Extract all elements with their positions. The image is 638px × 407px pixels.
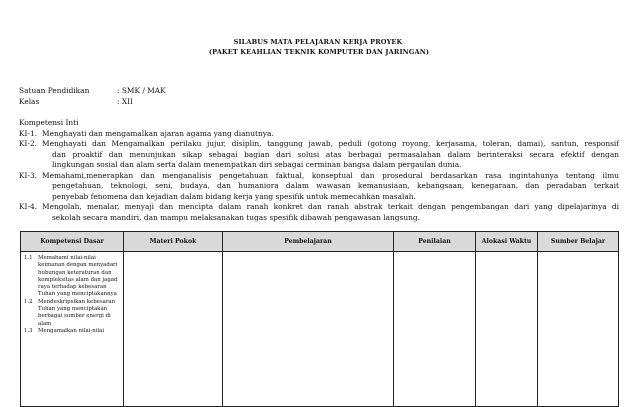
ki-number: KI-2. bbox=[19, 139, 37, 148]
ki-text bbox=[42, 171, 619, 203]
info-row bbox=[19, 86, 166, 97]
cell-sumber-belajar bbox=[538, 252, 619, 407]
kompetensi-inti-heading: Kompetensi Inti bbox=[19, 118, 79, 127]
ki-text bbox=[42, 139, 619, 171]
info-value: : XII bbox=[117, 96, 133, 106]
info-value: : SMK / MAK bbox=[117, 86, 166, 95]
ki-line: Mengolah, menalar, menyaji dan mencipta dalam ranah konkret dan ranah abstrak terkait dengan pengembangan dari yang dipelajarinya di bbox=[42, 202, 619, 211]
kd-item bbox=[23, 299, 121, 328]
info-row bbox=[19, 97, 166, 108]
ki-line: pengetahuan, teknologi, seni, budaya, dan humaniora dalam wawasan kemanusiaan, kebangsaan, kenegaraan, dan peradaban terkait bbox=[52, 181, 619, 190]
kd-number: 1.1 bbox=[24, 255, 33, 261]
ki-text bbox=[42, 202, 619, 223]
ki-line: Memahami,menerapkan dan menganalisis pengetahuan faktual, konseptual dan prosedural berdasarkan rasa ingintahunya tentang ilmu bbox=[42, 170, 619, 180]
info-label: Satuan Pendidikan bbox=[19, 86, 90, 95]
cell-pembelajaran bbox=[223, 252, 394, 407]
header-sumber-belajar: Sumber Belajar bbox=[538, 232, 619, 252]
kompetensi-inti-section bbox=[19, 118, 619, 223]
kd-text: Mengamalkan nilai-nilai bbox=[38, 327, 105, 334]
ki-line: Menghayati dan Mengamalkan perilaku jujur, disiplin, tanggung jawab, peduli (gotong royong, kerjasama, toleran, damai), santun, responsif bbox=[42, 139, 619, 148]
ki-text bbox=[42, 129, 619, 140]
header-kompetensi-dasar: Kompetensi Dasar bbox=[21, 232, 124, 252]
ki-item bbox=[19, 139, 619, 171]
header-alokasi-waktu: Alokasi Waktu bbox=[476, 232, 538, 252]
ki-line: penyebab fenomena dan kejadian dalam bidang kerja yang spesifik untuk memecahkan masalah. bbox=[52, 191, 416, 201]
kd-number: 1.2 bbox=[24, 298, 33, 305]
ki-item bbox=[19, 171, 619, 203]
kd-text: Mendeskripsikan kebesaran Tuhan yang menciptakan berbagai sumber energi di alam bbox=[38, 298, 116, 327]
table-header-row bbox=[21, 232, 619, 252]
header-pembelajaran: Pembelajaran bbox=[223, 232, 394, 252]
info-label: Kelas bbox=[19, 96, 40, 106]
header-penilaian: Penilaian bbox=[394, 232, 476, 252]
document-title bbox=[0, 37, 638, 57]
info-section bbox=[19, 86, 166, 107]
silabus-table bbox=[20, 231, 619, 407]
title-line-2: (PAKET KEAHLIAN TEKNIK KOMPUTER DAN JARINGAN) bbox=[208, 48, 430, 56]
title-line-1: SILABUS MATA PELAJARAN KERJA PROYEK bbox=[233, 38, 403, 46]
kd-number: 1.3 bbox=[24, 327, 33, 334]
cell-kompetensi-dasar bbox=[21, 252, 124, 407]
kd-list bbox=[21, 252, 123, 335]
cell-penilaian bbox=[394, 252, 476, 407]
ki-number: KI-1. bbox=[19, 128, 37, 138]
ki-line: dan proaktif dan menunjukan sikap sebagai bagian dari solusi atas berbagai permasalahan dalam berinteraksi secara efektif dengan bbox=[52, 149, 619, 159]
kd-item bbox=[23, 328, 121, 335]
ki-item bbox=[19, 129, 619, 140]
ki-number: KI-3. bbox=[19, 170, 37, 180]
ki-line: lingkungan sosial dan alam serta dalam menempatkan diri sebagai cerminan bangsa dalam pergaulan dunia. bbox=[52, 160, 462, 169]
ki-line: sekolah secara mandiri, dan mampu melaksanakan tugas spesifik dibawah pengawasan langsung. bbox=[52, 212, 420, 222]
ki-number: KI-4. bbox=[19, 202, 37, 211]
kd-item bbox=[23, 255, 121, 299]
ki-item bbox=[19, 202, 619, 223]
cell-materi-pokok bbox=[124, 252, 223, 407]
ki-line: Menghayati dan mengamalkan ajaran agama yang dianutnya. bbox=[42, 128, 274, 138]
table-row bbox=[21, 252, 619, 407]
header-materi-pokok: Materi Pokok bbox=[124, 232, 223, 252]
kd-text: Memahami nilai-nilai keimanan dengan menyadari hubungan keteraturan dan kompleksitas alam dan jagad raya terhadap kebesaran Tuhan yang menciptakannya bbox=[38, 255, 118, 298]
cell-alokasi-waktu bbox=[476, 252, 538, 407]
